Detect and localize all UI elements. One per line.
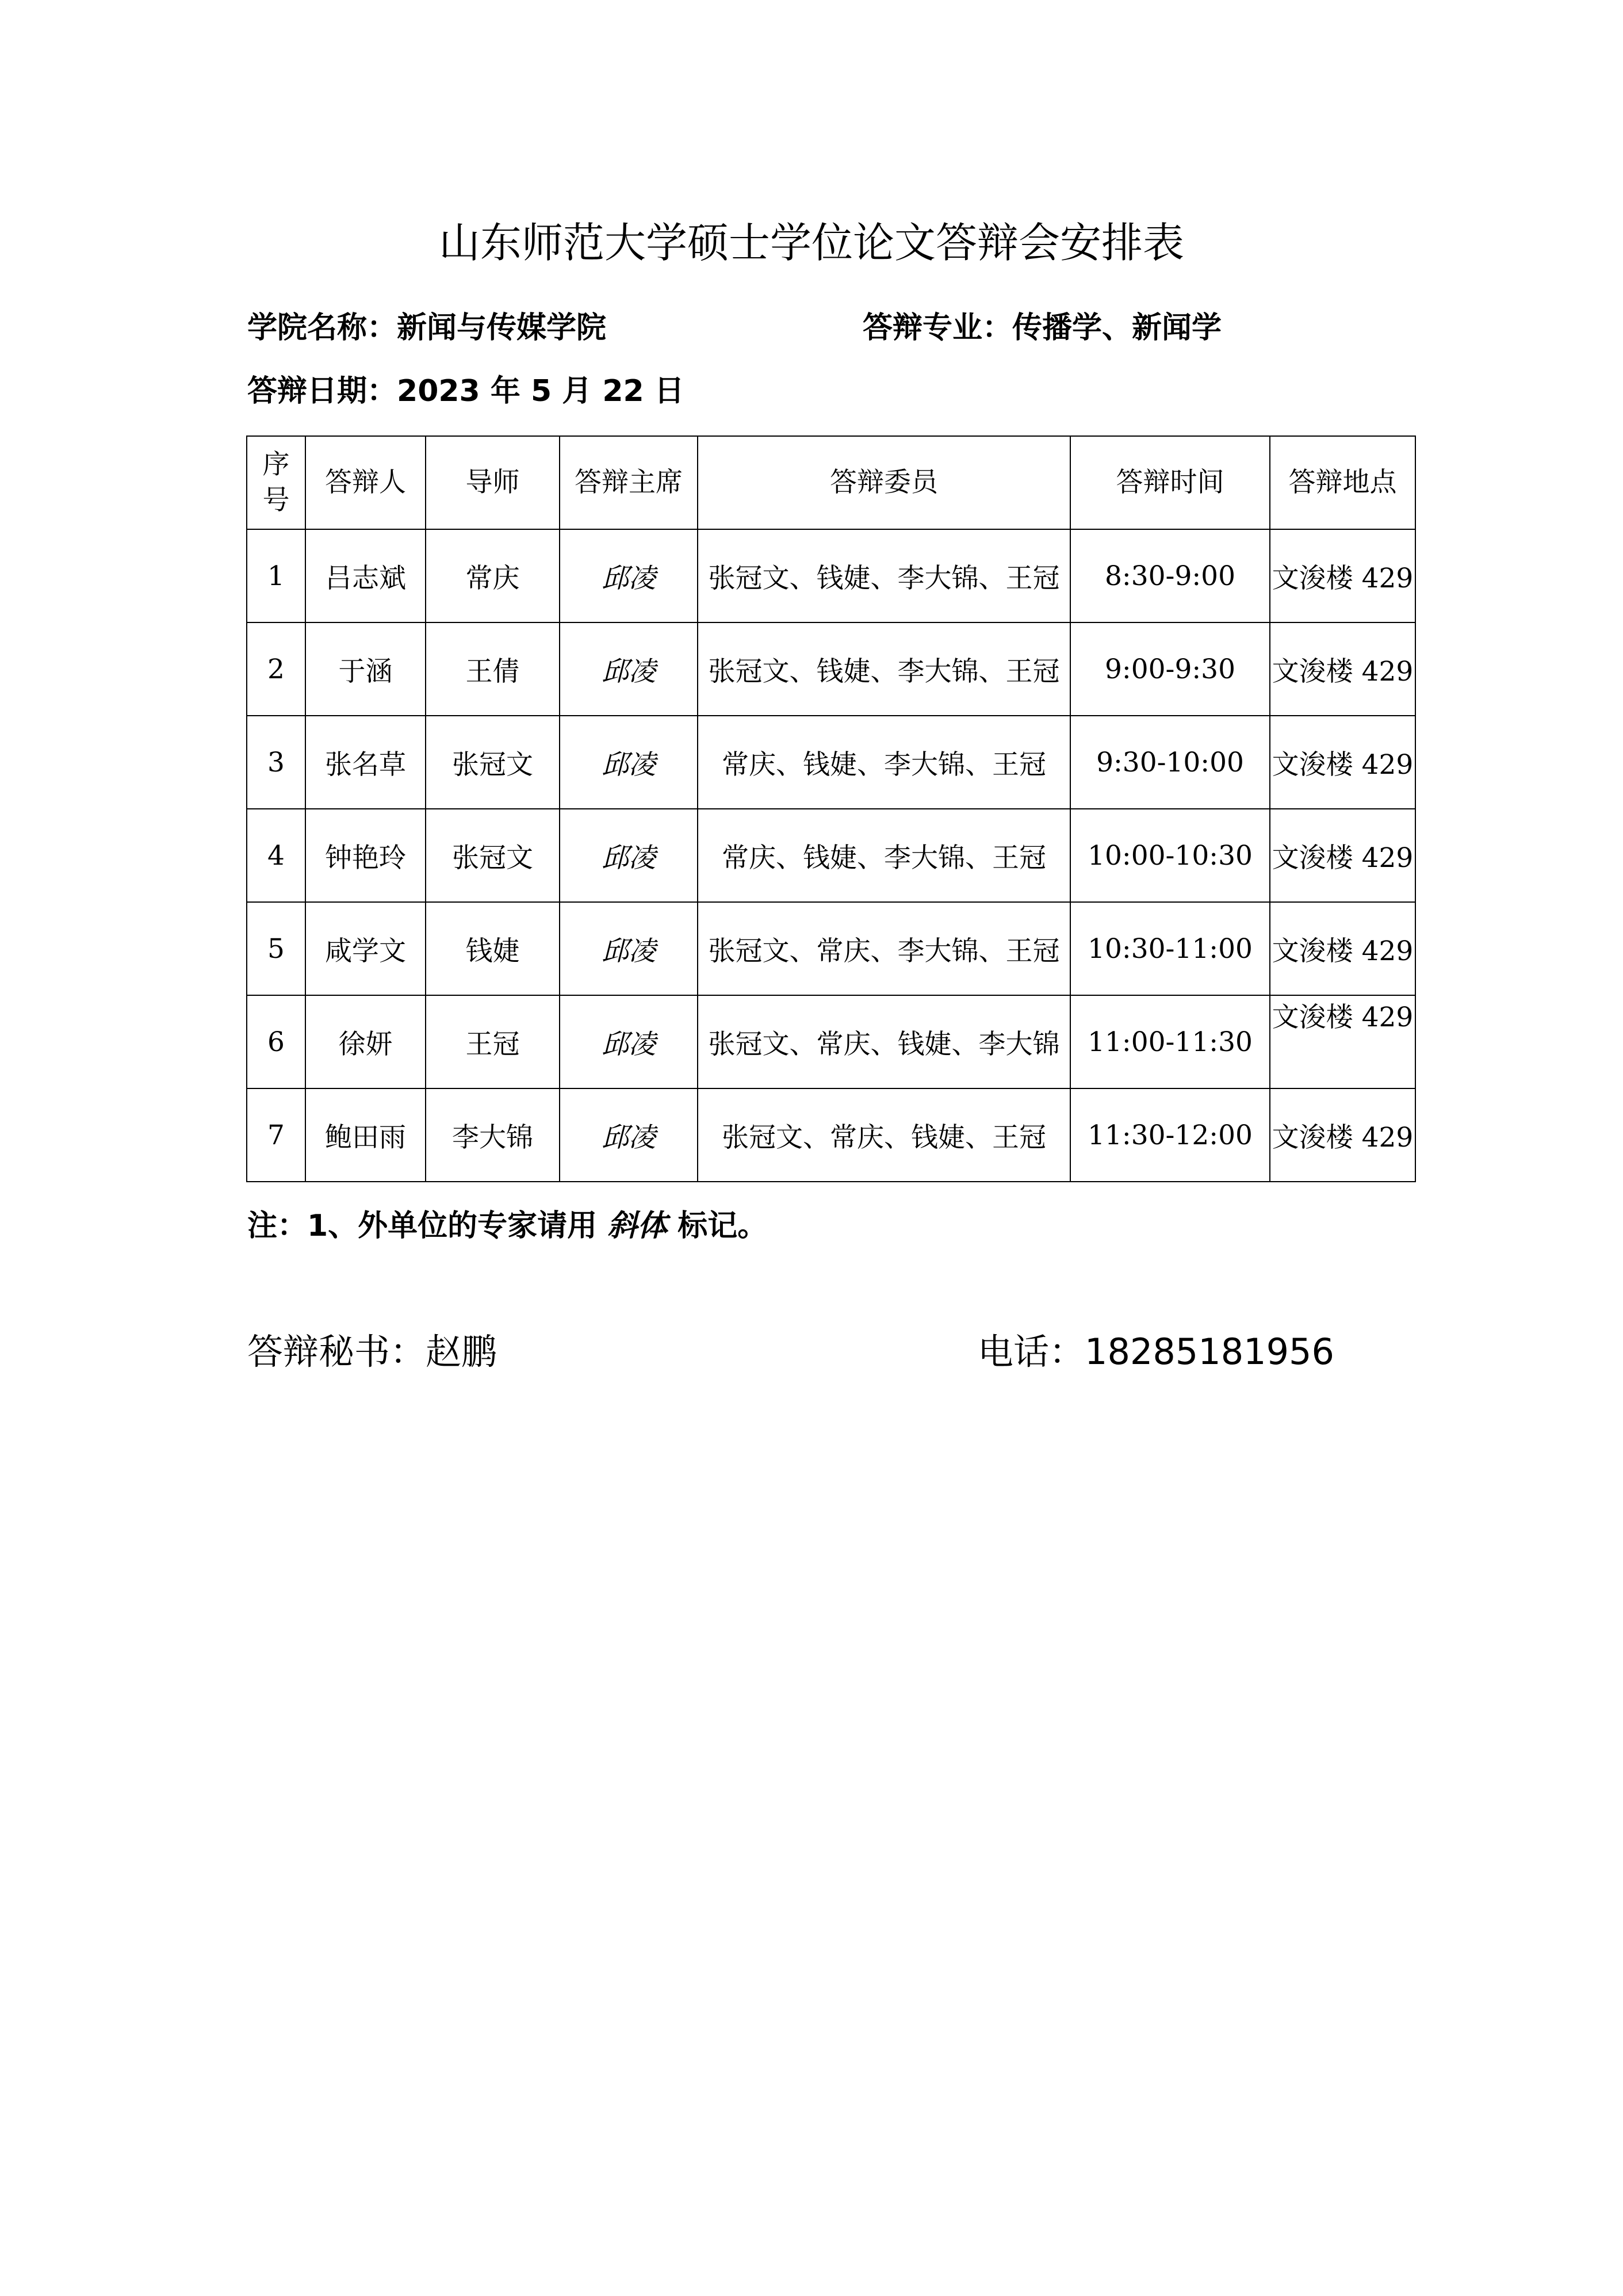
cell-chair: 邱凌	[560, 529, 698, 622]
cell-time: 11:00-11:30	[1070, 995, 1270, 1088]
phone-number: 18285181956	[1085, 1331, 1334, 1373]
header-members: 答辩委员	[698, 436, 1070, 529]
page-title: 山东师范大学硕士学位论文答辩会安排表	[438, 219, 1184, 267]
header-location: 答辩地点	[1270, 436, 1415, 529]
cell-location: 文浚楼 429	[1270, 1088, 1415, 1182]
cell-location: 文浚楼 429	[1270, 809, 1415, 902]
cell-members: 张冠文、钱婕、李大锦、王冠	[698, 529, 1070, 622]
cell-advisor: 王倩	[426, 622, 560, 716]
header-candidate: 答辩人	[305, 436, 426, 529]
footnote-suffix: 标记。	[677, 1209, 768, 1243]
table-header-row	[247, 436, 1415, 529]
cell-members: 张冠文、常庆、钱婕、李大锦	[698, 995, 1070, 1088]
cell-chair: 邱凌	[560, 1088, 698, 1182]
cell-advisor: 张冠文	[426, 716, 560, 809]
cell-seq: 4	[247, 809, 305, 902]
cell-time: 10:00-10:30	[1070, 809, 1270, 902]
table-row	[247, 529, 1415, 622]
cell-location: 文浚楼 429	[1270, 622, 1415, 716]
cell-time: 8:30-9:00	[1070, 529, 1270, 622]
cell-chair: 邱凌	[560, 716, 698, 809]
cell-members: 常庆、钱婕、李大锦、王冠	[698, 716, 1070, 809]
phone-line	[978, 1329, 1334, 1375]
date-value: 2023 年 5 月 22 日	[397, 374, 684, 408]
header-time: 答辩时间	[1070, 436, 1270, 529]
cell-candidate: 咸学文	[305, 902, 426, 995]
cell-location: 文浚楼 429	[1270, 902, 1415, 995]
cell-seq: 1	[247, 529, 305, 622]
major-label: 答辩专业：	[863, 311, 1013, 345]
cell-candidate: 吕志斌	[305, 529, 426, 622]
cell-time: 10:30-11:00	[1070, 902, 1270, 995]
major-line	[863, 308, 1222, 348]
cell-candidate: 于涵	[305, 622, 426, 716]
schedule-table	[246, 435, 1416, 1182]
cell-time: 11:30-12:00	[1070, 1088, 1270, 1182]
cell-location: 文浚楼 429	[1270, 716, 1415, 809]
cell-candidate: 张名草	[305, 716, 426, 809]
cell-advisor: 王冠	[426, 995, 560, 1088]
footnote	[247, 1206, 767, 1246]
secretary-name: 赵鹏	[426, 1331, 497, 1373]
cell-seq: 6	[247, 995, 305, 1088]
header-seq-bottom: 号	[262, 484, 290, 516]
cell-seq: 5	[247, 902, 305, 995]
college-line	[247, 308, 606, 348]
college-label: 学院名称：	[247, 311, 397, 345]
cell-time: 9:30-10:00	[1070, 716, 1270, 809]
cell-chair: 邱凌	[560, 809, 698, 902]
cell-members: 张冠文、钱婕、李大锦、王冠	[698, 622, 1070, 716]
college-value: 新闻与传媒学院	[397, 311, 607, 345]
footnote-prefix: 注：1、外单位的专家请用	[247, 1209, 598, 1243]
header-seq	[247, 436, 305, 529]
cell-location: 文浚楼 429	[1270, 995, 1415, 1088]
cell-advisor: 常庆	[426, 529, 560, 622]
footnote-italic: 斜体	[607, 1209, 668, 1243]
cell-advisor: 李大锦	[426, 1088, 560, 1182]
table-row	[247, 622, 1415, 716]
table-row	[247, 995, 1415, 1088]
cell-members: 常庆、钱婕、李大锦、王冠	[698, 809, 1070, 902]
cell-chair: 邱凌	[560, 995, 698, 1088]
cell-seq: 7	[247, 1088, 305, 1182]
cell-chair: 邱凌	[560, 622, 698, 716]
header-advisor: 导师	[426, 436, 560, 529]
table-row	[247, 1088, 1415, 1182]
table-row	[247, 902, 1415, 995]
date-label: 答辩日期：	[247, 374, 397, 408]
secretary-line	[247, 1329, 497, 1375]
cell-seq: 3	[247, 716, 305, 809]
header-chair: 答辩主席	[560, 436, 698, 529]
header-seq-top: 序	[262, 449, 290, 480]
cell-advisor: 钱婕	[426, 902, 560, 995]
table-row	[247, 716, 1415, 809]
cell-advisor: 张冠文	[426, 809, 560, 902]
cell-chair: 邱凌	[560, 902, 698, 995]
secretary-label: 答辩秘书：	[247, 1331, 426, 1373]
table-row	[247, 809, 1415, 902]
cell-seq: 2	[247, 622, 305, 716]
cell-candidate: 钟艳玲	[305, 809, 426, 902]
cell-candidate: 鲍田雨	[305, 1088, 426, 1182]
cell-members: 张冠文、常庆、李大锦、王冠	[698, 902, 1070, 995]
major-value: 传播学、新闻学	[1012, 311, 1222, 345]
cell-members: 张冠文、常庆、钱婕、王冠	[698, 1088, 1070, 1182]
date-line	[247, 371, 684, 411]
cell-location: 文浚楼 429	[1270, 529, 1415, 622]
cell-candidate: 徐妍	[305, 995, 426, 1088]
phone-label: 电话：	[978, 1331, 1085, 1373]
cell-time: 9:00-9:30	[1070, 622, 1270, 716]
